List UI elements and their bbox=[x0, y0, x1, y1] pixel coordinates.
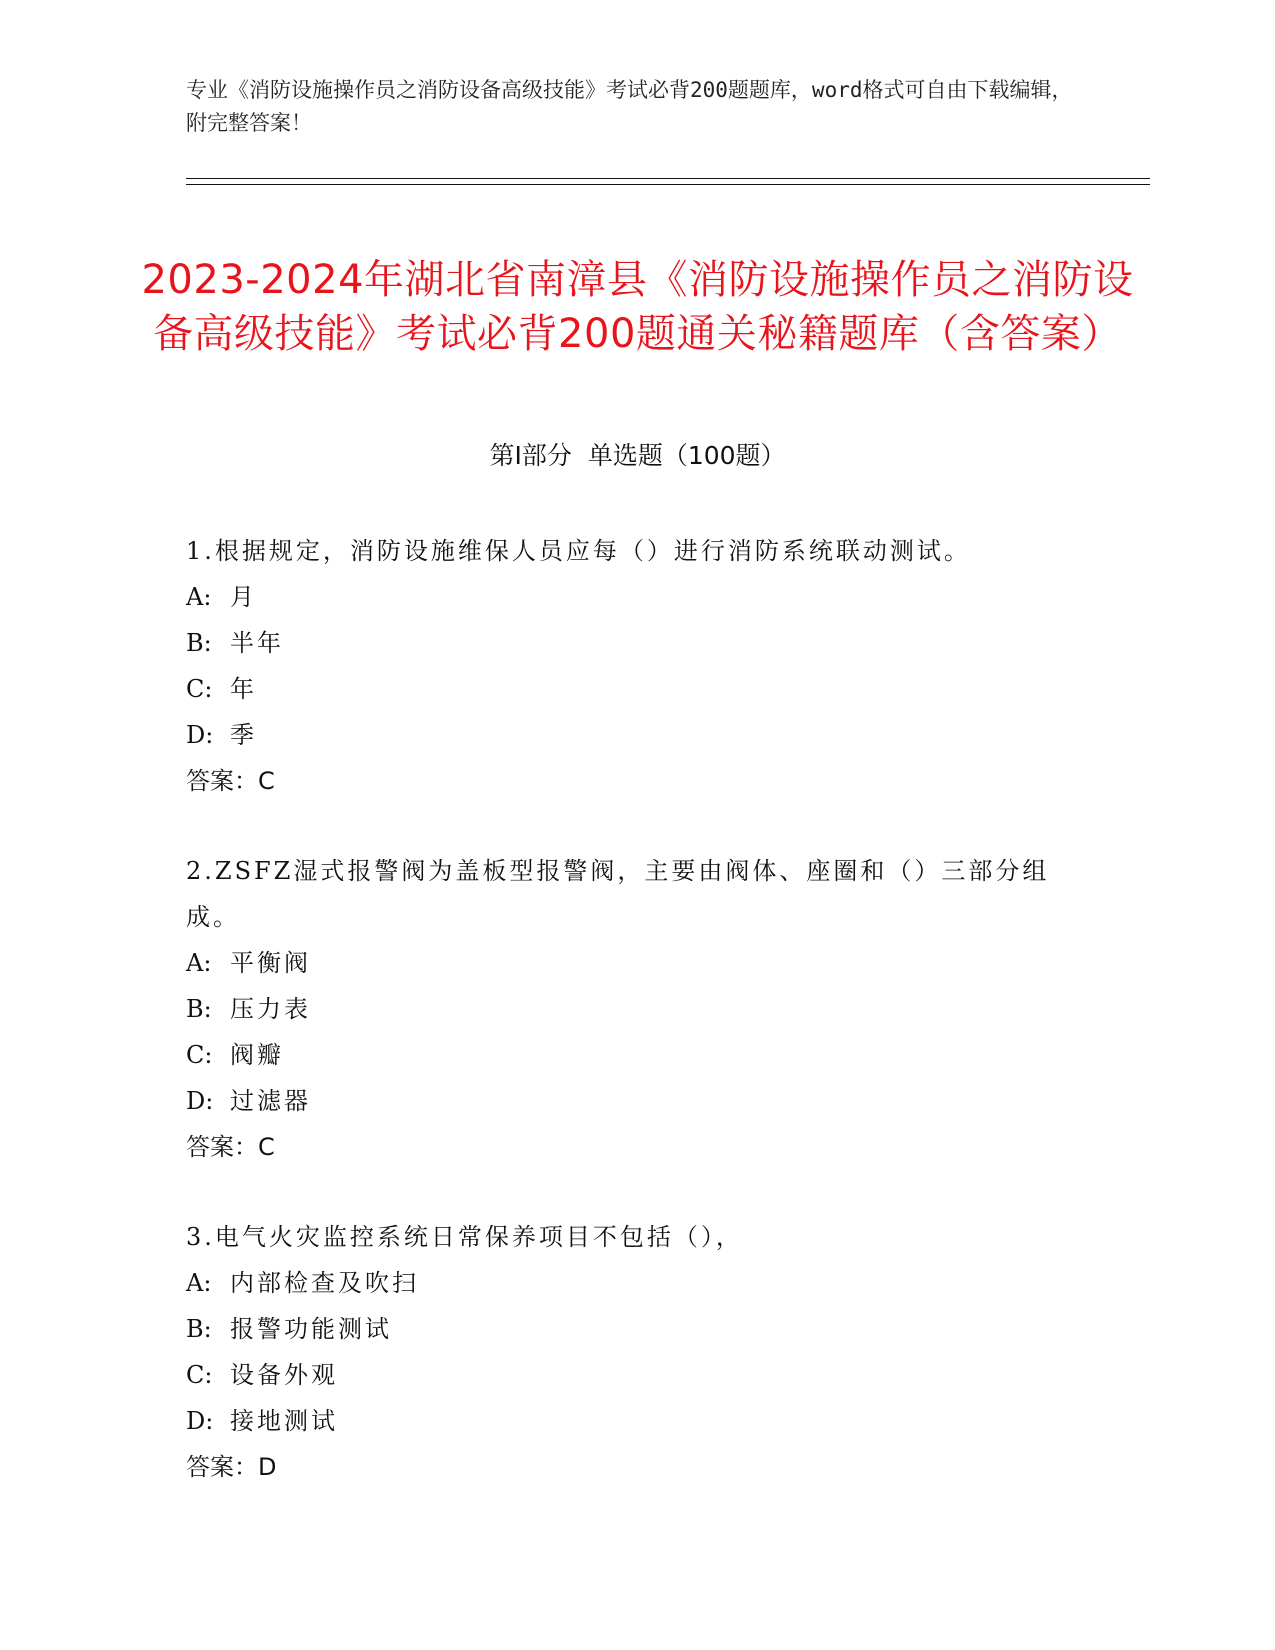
option-text: 设备外观 bbox=[230, 1361, 338, 1389]
option-text: 阀瓣 bbox=[230, 1041, 284, 1069]
document-title: 2023-2024年湖北省南漳县《消防设施操作员之消防设备高级技能》考试必背200题通关秘籍题库（含答案） bbox=[141, 256, 1134, 357]
section-name: 单选题（100题） bbox=[587, 441, 786, 470]
option-letter: A: bbox=[186, 583, 212, 611]
question-item bbox=[186, 848, 1066, 1170]
option-letter: C: bbox=[186, 1041, 213, 1069]
option-text: 月 bbox=[230, 583, 257, 611]
header-divider-top bbox=[186, 178, 1150, 179]
option-a bbox=[186, 574, 1066, 620]
option-b bbox=[186, 620, 1066, 666]
header-divider-bottom bbox=[186, 184, 1150, 185]
option-d bbox=[186, 1078, 1066, 1124]
answer-line: 答案：C bbox=[186, 1133, 275, 1161]
option-c bbox=[186, 1352, 1066, 1398]
option-letter: A: bbox=[186, 949, 212, 977]
option-text: 季 bbox=[230, 721, 257, 749]
option-letter: D: bbox=[186, 721, 214, 749]
option-a bbox=[186, 1260, 1066, 1306]
option-letter: D: bbox=[186, 1407, 214, 1435]
option-letter: A: bbox=[186, 1269, 212, 1297]
option-c bbox=[186, 666, 1066, 712]
option-a bbox=[186, 940, 1066, 986]
option-text: 平衡阀 bbox=[230, 949, 311, 977]
section-heading bbox=[0, 440, 1275, 472]
question-list bbox=[186, 528, 1066, 1534]
question-item bbox=[186, 1214, 1066, 1490]
question-text: 2.ZSFZ湿式报警阀为盖板型报警阀，主要由阀体、座圈和（）三部分组成。 bbox=[186, 857, 1050, 931]
answer-line: 答案：D bbox=[186, 1453, 277, 1481]
option-text: 年 bbox=[230, 675, 257, 703]
option-letter: B: bbox=[186, 1315, 212, 1343]
option-d bbox=[186, 712, 1066, 758]
option-b bbox=[186, 986, 1066, 1032]
option-letter: C: bbox=[186, 675, 213, 703]
option-text: 半年 bbox=[230, 629, 284, 657]
answer-line: 答案：C bbox=[186, 767, 275, 795]
header-note: 专业《消防设施操作员之消防设备高级技能》考试必背200题题库，word格式可自由下载编辑，附完整答案！ bbox=[186, 78, 1073, 135]
option-text: 压力表 bbox=[230, 995, 311, 1023]
option-d bbox=[186, 1398, 1066, 1444]
option-letter: D: bbox=[186, 1087, 214, 1115]
option-text: 报警功能测试 bbox=[230, 1315, 392, 1343]
option-c bbox=[186, 1032, 1066, 1078]
question-text: 3.电气火灾监控系统日常保养项目不包括（）， bbox=[186, 1223, 743, 1251]
option-text: 内部检查及吹扫 bbox=[230, 1269, 419, 1297]
option-letter: C: bbox=[186, 1361, 213, 1389]
option-letter: B: bbox=[186, 995, 212, 1023]
option-text: 接地测试 bbox=[230, 1407, 338, 1435]
question-item bbox=[186, 528, 1066, 804]
option-letter: B: bbox=[186, 629, 212, 657]
section-part-label: 第Ⅰ部分 bbox=[489, 441, 572, 470]
option-text: 过滤器 bbox=[230, 1087, 311, 1115]
option-b bbox=[186, 1306, 1066, 1352]
question-text: 1.根据规定，消防设施维保人员应每（）进行消防系统联动测试。 bbox=[186, 537, 971, 565]
